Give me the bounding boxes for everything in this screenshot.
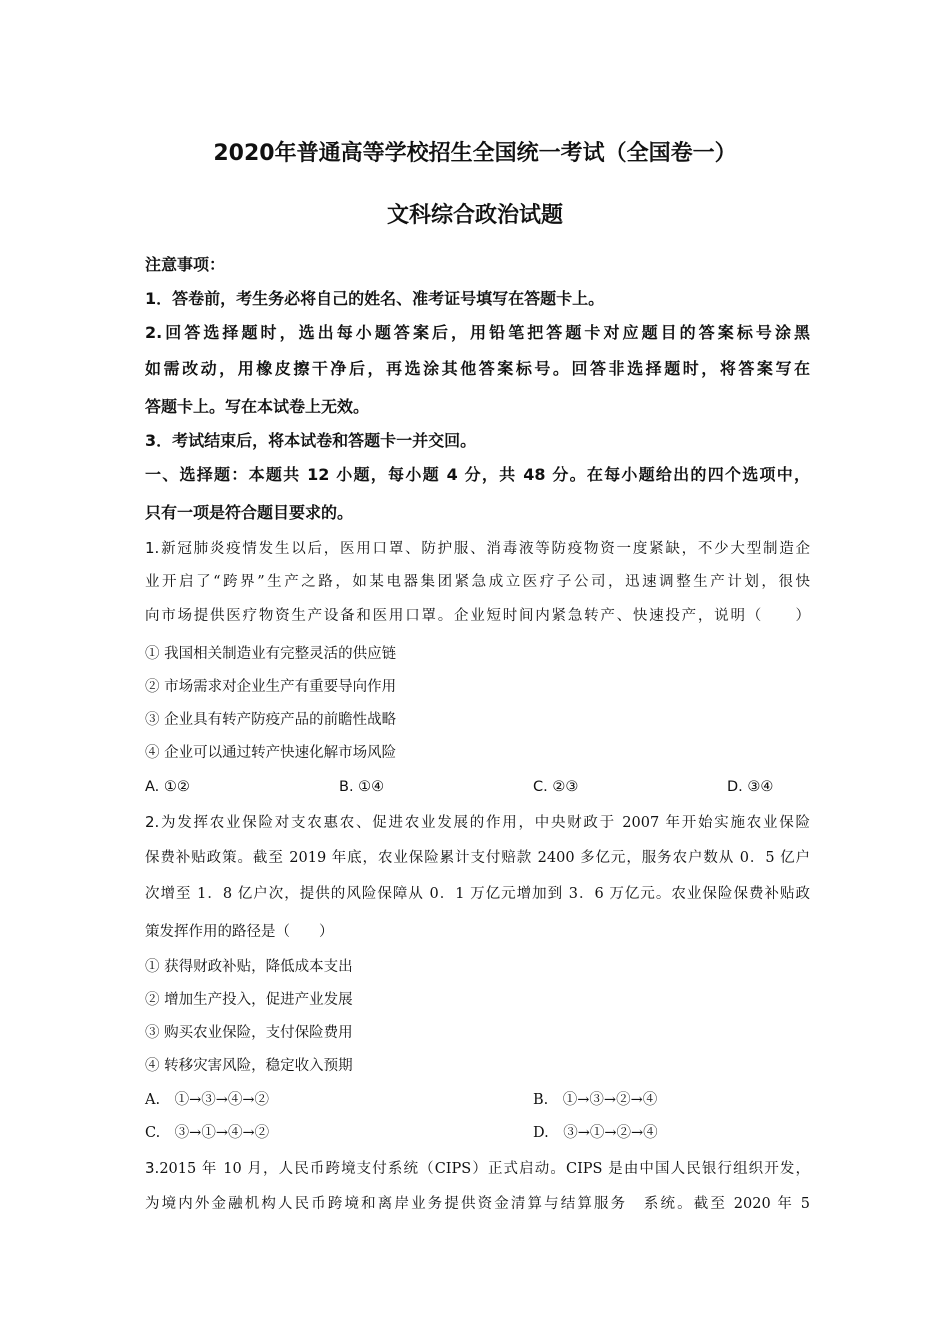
notice-item: 答题卡上。写在本试卷上无效。 [145, 397, 370, 416]
notice-heading: 注意事项： [145, 255, 226, 274]
question-1-text: 新冠肺炎疫情发生以后，医用口罩、防护服、消毒液等防疫物资一度紧缺，不少大型制造企 [159, 541, 810, 557]
question-2-statement: ④ 转移灾害风险，稳定收入预期 [145, 1058, 353, 1074]
question-3-line: 为境内外金融机构人民币跨境和离岸业务提供资金清算与结算服务 系统。截至 2020 年 5 [145, 1196, 810, 1212]
question-3-number: 3. [145, 1159, 160, 1177]
question-1-number: 1. [145, 539, 160, 557]
question-2-statement: ② 增加生产投入，促进产业发展 [145, 992, 353, 1008]
question-2-option-b: B. ①→③→②→④ [533, 1092, 658, 1108]
exam-title: 2020年普通高等学校招生全国统一考试（全国卷一） [213, 141, 737, 166]
question-1-option-a: A. ①② [145, 779, 190, 795]
question-2-line: 次增至 1．8 亿户次，提供的风险保障从 0．1 万亿元增加到 3．6 万亿元。农业保险保费补贴政 [145, 886, 810, 902]
notice-item: 3．考试结束后，将本试卷和答题卡一并交回。 [145, 431, 477, 450]
question-2-text: 为发挥农业保险对支农惠农、促进农业发展的作用，中央财政于 2007 年开始实施农业保险 [159, 815, 810, 831]
question-3-line [145, 1158, 810, 1179]
question-1-line: 向市场提供医疗物资生产设备和医用口罩。企业短时间内紧急转产、快速投产，说明（ ） [145, 608, 810, 624]
question-1-line [145, 538, 810, 559]
question-1-statement: ① 我国相关制造业有完整灵活的供应链 [145, 646, 397, 662]
exam-subtitle: 文科综合政治试题 [386, 203, 563, 228]
notice-item: 如需改动，用橡皮擦干净后，再选涂其他答案标号。回答非选择题时，将答案写在 [145, 359, 810, 378]
question-1-statement: ④ 企业可以通过转产快速化解市场风险 [145, 745, 397, 761]
question-3-text: 2015 年 10 月，人民币跨境支付系统（CIPS）正式启动。CIPS 是由中国人民银行组织开发， [159, 1161, 810, 1177]
question-2-number: 2. [145, 813, 160, 831]
question-1-option-d: D. ③④ [727, 779, 774, 795]
question-2-statement: ① 获得财政补贴，降低成本支出 [145, 959, 353, 975]
question-1-line: 业开启了“跨界”生产之路，如某电器集团紧急成立医疗子公司，迅速调整生产计划，很快 [145, 574, 810, 590]
question-1-statement: ② 市场需求对企业生产有重要导向作用 [145, 679, 397, 695]
question-2-option-d: D. ③→①→②→④ [533, 1125, 658, 1141]
notice-item: 1．答卷前，考生务必将自己的姓名、准考证号填写在答题卡上。 [145, 289, 605, 308]
section-heading: 一、选择题：本题共 12 小题，每小题 4 分，共 48 分。在每小题给出的四个选项中， [145, 465, 810, 484]
question-2-line: 策发挥作用的路径是（ ） [145, 924, 334, 940]
question-2-line: 保费补贴政策。截至 2019 年底，农业保险累计支付赔款 2400 多亿元，服务农户数从 0．5 亿户 [145, 850, 810, 866]
notice-item: 2.回答选择题时，选出每小题答案后，用铅笔把答题卡对应题目的答案标号涂黑 [145, 323, 810, 342]
question-1-option-b: B. ①④ [339, 779, 385, 795]
question-2-line [145, 812, 810, 833]
question-2-statement: ③ 购买农业保险，支付保险费用 [145, 1025, 353, 1041]
section-heading-cont: 只有一项是符合题目要求的。 [145, 503, 354, 522]
question-2-option-a: A. ①→③→④→② [145, 1092, 270, 1108]
question-1-option-c: C. ②③ [533, 779, 579, 795]
question-2-option-c: C. ③→①→④→② [145, 1125, 270, 1141]
question-1-statement: ③ 企业具有转产防疫产品的前瞻性战略 [145, 712, 397, 728]
